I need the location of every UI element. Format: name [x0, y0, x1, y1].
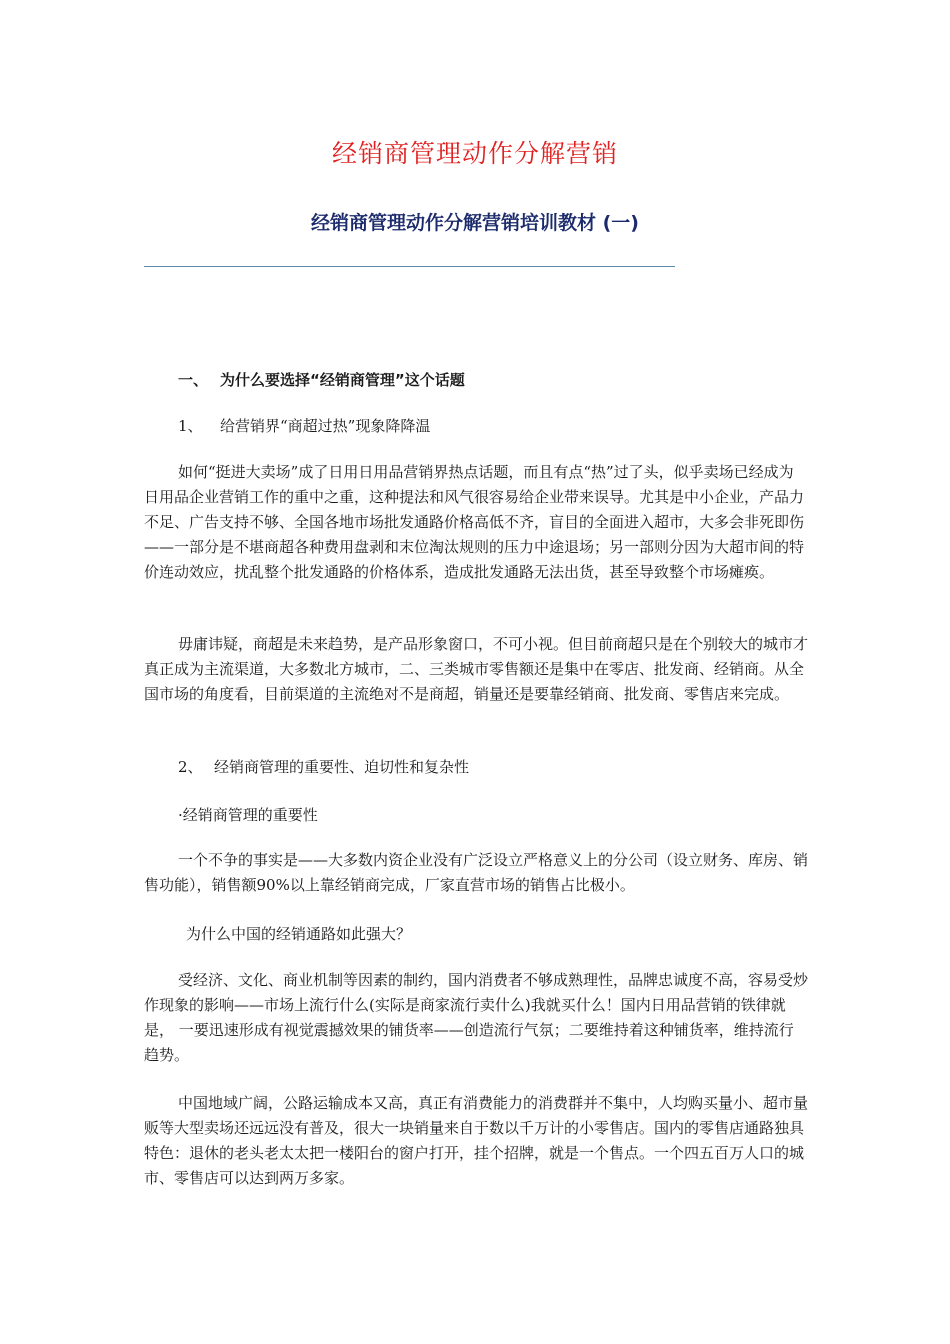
paragraph: 毋庸讳疑，商超是未来趋势，是产品形象窗口，不可小视。但目前商超只是在个别较大的城市才真正成为主流渠道，大多数北方城市，二、三类城市零售额还是集中在零店、批发商、经销商。从全国市场的角度看，目前渠道的主流绝对不是商超，销量还是要靠经销商、批发商、零售店来完成。 [144, 635, 809, 703]
section-heading [144, 368, 808, 393]
item-number: 1、 [178, 417, 203, 435]
section-number: 一、 [178, 371, 209, 389]
item-number: 2、 [178, 758, 203, 776]
section-heading-text: 为什么要选择“经销商管理”这个话题 [220, 371, 465, 389]
question-line: 为什么中国的经销通路如此强大？ [186, 925, 412, 943]
title-divider [144, 266, 675, 267]
item-heading [144, 755, 808, 780]
paragraph: 受经济、文化、商业机制等因素的制约，国内消费者不够成熟理性，品牌忠诚度不高，容易受炒作现象的影响——市场上流行什么(实际是商家流行卖什么)我就买什么！国内日用品营销的铁律就是， 一要迅速形成有视觉震撼效果的铺货率——创造流行气氛；二要维持着这种铺货率，维持流行趋势。 [144, 971, 809, 1064]
item-heading-text: 经销商管理的重要性、迫切性和复杂性 [214, 758, 470, 776]
item-heading-text: 给营销界“商超过热”现象降降温 [220, 417, 431, 435]
bullet-heading: ·经销商管理的重要性 [178, 806, 318, 824]
document-subtitle: 经销商管理动作分解营销培训教材 (一) [311, 212, 639, 234]
document-title: 经销商管理动作分解营销 [331, 139, 618, 168]
item-heading [144, 414, 808, 439]
paragraph: 中国地域广阔，公路运输成本又高，真正有消费能力的消费群并不集中，人均购买量小、超市量贩等大型卖场还远远没有普及，很大一块销量来自于数以千万计的小零售店。国内的零售店通路独具特色：退休的老头老太太把一楼阳台的窗户打开，挂个招牌，就是一个售点。一个四五百万人口的城市、零售店可以达到两万多家。 [144, 1094, 809, 1187]
paragraph: 如何“挺进大卖场”成了日用日用品营销界热点话题，而且有点“热”过了头，似乎卖场已经成为日用品企业营销工作的重中之重，这种提法和风气很容易给企业带来误导。尤其是中小企业，产品力不足、广告支持不够、全国各地市场批发通路价格高低不齐，盲目的全面进入超市，大多会非死即伤——一部分是不堪商超各种费用盘剥和末位淘汰规则的压力中途退场；另一部则分因为大超市间的特价连动效应，扰乱整个批发通路的价格体系，造成批发通路无法出货，甚至导致整个市场瘫痪。 [144, 463, 805, 581]
paragraph: 一个不争的事实是——大多数内资企业没有广泛设立严格意义上的分公司（设立财务、库房、销售功能），销售额90%以上靠经销商完成，厂家直营市场的销售占比极小。 [144, 851, 809, 894]
